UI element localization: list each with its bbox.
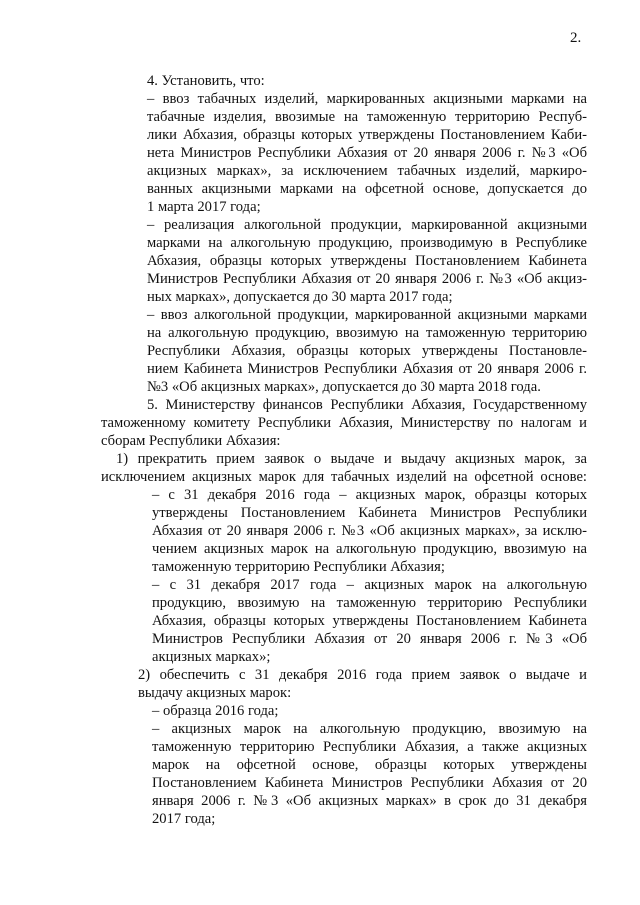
paragraph-line: продукцию, ввозимую на таможенную территорию Республики: [152, 595, 587, 611]
paragraph-line: Постановлением Кабинета Министров Республики Абхазия от 20: [152, 775, 587, 791]
paragraph-line: – с 31 декабря 2016 года – акцизных марок, образцы которых: [152, 487, 587, 503]
paragraph-line: ванных акцизными марками на офсетной основе, допускается до: [147, 181, 587, 197]
paragraph-line: таможенную территорию Республики Абхазия, а также акцизных: [152, 739, 587, 755]
paragraph-line: табачные изделия, ввозимые на таможенную территорию Респуб-: [147, 109, 587, 125]
paragraph-line: утверждены Постановлением Кабинета Министров Республики: [152, 505, 587, 521]
paragraph-line: 2017 года;: [152, 811, 216, 827]
paragraph-line: 1 марта 2017 года;: [147, 199, 261, 215]
paragraph-line: марок на офсетной основе, образцы которых утверждены: [152, 757, 587, 773]
paragraph-line: сборам Республики Абхазия:: [101, 433, 281, 449]
paragraph-line: 2) обеспечить с 31 декабря 2016 года прием заявок о выдаче и: [138, 667, 587, 683]
paragraph-line: Абхазия от 20 января 2006 г. №3 «Об акцизных марках», за исклю-: [152, 523, 587, 539]
paragraph-line: акцизных марках»;: [152, 649, 271, 665]
paragraph-line: чением акцизных марок на алкогольную продукцию, ввозимую на: [152, 541, 587, 557]
paragraph-line: таможенную территорию Республики Абхазия;: [152, 559, 445, 575]
paragraph-line: Республики Абхазия, образцы которых утверждены Постановле-: [147, 343, 587, 359]
paragraph-line: 1) прекратить прием заявок о выдаче и выдачу акцизных марок, за: [116, 451, 587, 467]
paragraph-line: – реализация алкогольной продукции, маркированной акцизными: [147, 217, 587, 233]
paragraph-line: 5. Министерству финансов Республики Абхазия, Государственному: [147, 397, 587, 413]
paragraph-line: выдачу акцизных марок:: [138, 685, 292, 701]
paragraph-line: – ввоз табачных изделий, маркированных акцизными марками на: [147, 91, 587, 107]
paragraph-line: Министров Республики Абхазия от 20 января 2006 г. №3 «Об: [152, 631, 587, 647]
paragraph-line: – образца 2016 года;: [152, 703, 279, 719]
paragraph-line: – ввоз алкогольной продукции, маркированной акцизными марками: [147, 307, 587, 323]
paragraph-line: 4. Установить, что:: [147, 73, 265, 89]
paragraph-line: ных марках», допускается до 30 марта 2017 года;: [147, 289, 453, 305]
paragraph-line: Министров Республики Абхазия от 20 января 2006 г. №3 «Об акциз-: [147, 271, 587, 287]
paragraph-line: на алкогольную продукцию, ввозимую на таможенную территорию: [147, 325, 587, 341]
page-number: 2.: [570, 30, 582, 46]
paragraph-line: января 2006 г. №3 «Об акцизных марках» в срок до 31 декабря: [152, 793, 587, 809]
paragraph-line: №3 «Об акцизных марках», допускается до 30 марта 2018 года.: [147, 379, 541, 395]
paragraph-line: исключением акцизных марок для табачных изделий на офсетной основе:: [101, 469, 587, 485]
paragraph-line: лики Абхазия, образцы которых утверждены Постановлением Каби-: [147, 127, 587, 143]
paragraph-line: марками на алкогольную продукцию, производимую в Республике: [147, 235, 587, 251]
paragraph-line: – с 31 декабря 2017 года – акцизных марок на алкогольную: [152, 577, 587, 593]
paragraph-line: – акцизных марок на алкогольную продукцию, ввозимую на: [152, 721, 587, 737]
paragraph-line: Абхазия, образцы которых утверждены Постановлением Кабинета: [152, 613, 587, 629]
paragraph-line: таможенному комитету Республики Абхазия, Министерству по налогам и: [101, 415, 587, 431]
paragraph-line: нием Кабинета Министров Республики Абхазия от 20 января 2006 г.: [147, 361, 587, 377]
paragraph-line: Абхазия, образцы которых утверждены Постановлением Кабинета: [147, 253, 587, 269]
paragraph-line: акцизных марках», за исключением табачных изделий, маркиро-: [147, 163, 587, 179]
paragraph-line: нета Министров Республики Абхазия от 20 января 2006 г. №3 «Об: [147, 145, 587, 161]
